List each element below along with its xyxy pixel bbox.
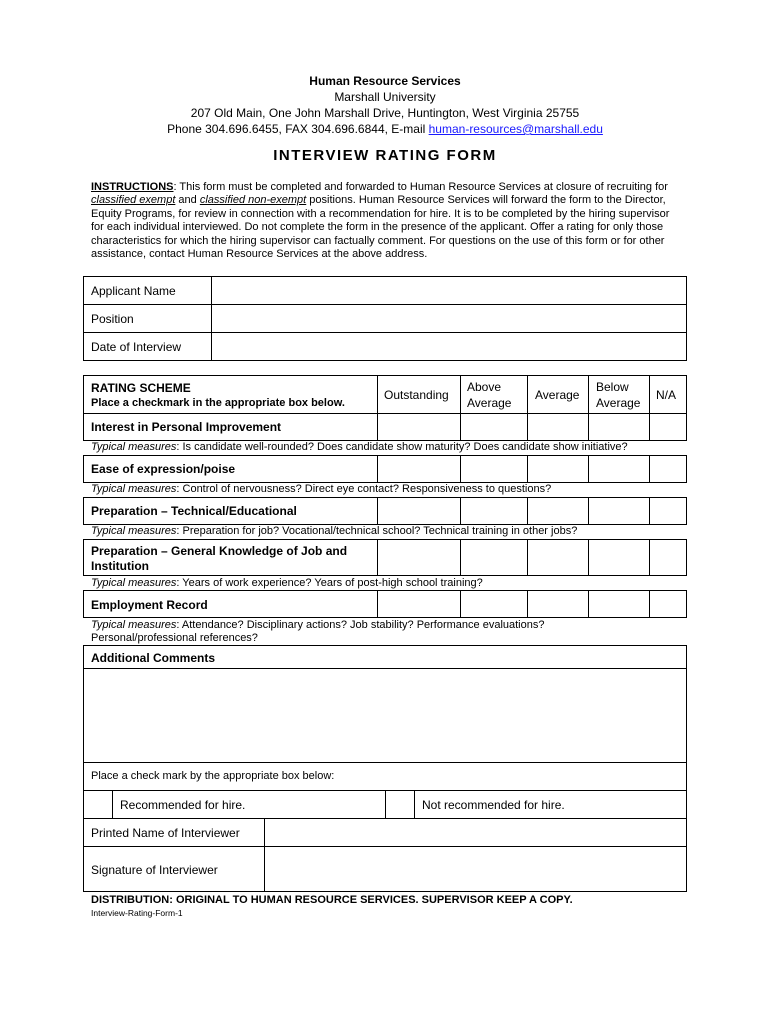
signature-field[interactable] xyxy=(266,848,685,891)
instructions-text: positions. Human Resource Services will forward the form to the Director, xyxy=(306,194,666,207)
measures-text: : Preparation for job? Vocational/technical school? Technical training in other jobs? xyxy=(176,525,578,537)
rating-checkbox-above-average[interactable] xyxy=(462,592,526,617)
criterion-measures xyxy=(91,619,544,631)
rating-checkbox-average[interactable] xyxy=(529,457,587,482)
divider xyxy=(83,332,687,333)
rating-checkbox-below-average[interactable] xyxy=(590,499,648,524)
recommended-label: Recommended for hire. xyxy=(120,798,246,812)
typical-measures-label: Typical measures xyxy=(91,577,177,589)
divider xyxy=(377,497,378,525)
divider xyxy=(83,818,687,819)
additional-comments-field[interactable] xyxy=(85,670,685,761)
divider xyxy=(588,375,589,414)
criterion-measures xyxy=(91,483,551,495)
applicant-name-field[interactable] xyxy=(213,278,685,303)
recommended-checkbox[interactable] xyxy=(85,792,111,817)
rating-checkbox-below-average[interactable] xyxy=(590,592,648,617)
org-name: Human Resource Services xyxy=(309,74,461,88)
divider xyxy=(460,375,461,414)
contact-text: Phone 304.696.6455, FAX 304.696.6844, E-mail xyxy=(167,122,429,136)
rating-scheme-title: RATING SCHEME xyxy=(91,381,191,395)
divider xyxy=(649,497,650,525)
criterion-title: Ease of expression/poise xyxy=(91,462,236,476)
divider xyxy=(527,497,528,525)
not-recommended-checkbox[interactable] xyxy=(387,792,413,817)
divider xyxy=(83,668,687,669)
divider xyxy=(588,497,589,525)
divider xyxy=(527,539,528,576)
divider xyxy=(649,413,650,441)
criterion-title-line1: Preparation – General Knowledge of Job and xyxy=(91,544,348,558)
rating-checkbox-above-average[interactable] xyxy=(462,415,526,440)
typical-measures-label: Typical measures xyxy=(91,525,177,537)
divider xyxy=(588,539,589,576)
rating-checkbox-average[interactable] xyxy=(529,415,587,440)
typical-measures-label: Typical measures xyxy=(91,483,177,495)
instructions-text: : This form must be completed and forwarded to Human Resource Services at closure of recruiting for xyxy=(173,181,668,193)
rating-checkbox-below-average[interactable] xyxy=(590,457,648,482)
rating-checkbox-above-average[interactable] xyxy=(462,457,526,482)
typical-measures-label: Typical measures xyxy=(91,441,177,453)
date-of-interview-label: Date of Interview xyxy=(91,340,182,354)
rating-checkbox-outstanding[interactable] xyxy=(379,592,459,617)
rating-checkbox-na[interactable] xyxy=(651,499,686,524)
printed-name-field[interactable] xyxy=(266,820,685,845)
measures-text: : Years of work experience? Years of post-high school training? xyxy=(176,577,483,589)
divider xyxy=(460,539,461,576)
additional-comments-title: Additional Comments xyxy=(91,651,216,665)
rating-checkbox-outstanding[interactable] xyxy=(379,457,459,482)
measures-text: : Is candidate well-rounded? Does candidate show maturity? Does candidate show initiative? xyxy=(176,441,628,453)
university-name: Marshall University xyxy=(334,90,436,104)
divider xyxy=(264,818,265,892)
instructions-text: for each individual interviewed. Do not complete the form in the presence of the applicant. Offer a rating for only those xyxy=(91,221,664,234)
measures-text: : Control of nervousness? Direct eye contact? Responsiveness to questions? xyxy=(176,483,552,495)
divider xyxy=(527,413,528,441)
applicant-name-label: Applicant Name xyxy=(91,284,176,298)
divider xyxy=(211,276,212,361)
classified-exempt-term: classified exempt xyxy=(91,194,176,207)
position-label: Position xyxy=(91,312,134,326)
rating-checkbox-na[interactable] xyxy=(651,541,686,575)
rating-checkbox-outstanding[interactable] xyxy=(379,499,459,524)
divider xyxy=(83,846,687,847)
measures-text: : Attendance? Disciplinary actions? Job stability? Performance evaluations? xyxy=(176,619,545,631)
divider xyxy=(649,590,650,618)
divider xyxy=(588,455,589,483)
column-above-average-line1: Above xyxy=(467,380,502,394)
rating-scheme-subtitle: Place a checkmark in the appropriate box below. xyxy=(91,397,345,409)
divider xyxy=(377,375,378,414)
check-mark-prompt: Place a check mark by the appropriate box below: xyxy=(91,770,335,782)
rating-checkbox-below-average[interactable] xyxy=(590,415,648,440)
divider xyxy=(527,590,528,618)
rating-checkbox-above-average[interactable] xyxy=(462,541,526,575)
rating-checkbox-above-average[interactable] xyxy=(462,499,526,524)
divider xyxy=(588,413,589,441)
column-outstanding: Outstanding xyxy=(384,388,449,402)
column-na: N/A xyxy=(656,388,677,402)
letterhead xyxy=(0,73,770,137)
divider xyxy=(649,539,650,576)
rating-checkbox-outstanding[interactable] xyxy=(379,541,459,575)
rating-checkbox-outstanding[interactable] xyxy=(379,415,459,440)
column-average: Average xyxy=(535,388,580,402)
criterion-measures-line2: Personal/professional references? xyxy=(91,632,258,644)
position-field[interactable] xyxy=(213,306,685,331)
divider xyxy=(377,539,378,576)
form-title: INTERVIEW RATING FORM xyxy=(273,147,497,164)
criterion-title: Interest in Personal Improvement xyxy=(91,420,282,434)
rating-checkbox-average[interactable] xyxy=(529,592,587,617)
divider xyxy=(377,413,378,441)
instructions-text: Equity Programs, for review in connection with a recommendation for hire. It is to be completed by the hiring supervisor xyxy=(91,207,670,220)
criterion-title-line2: Institution xyxy=(91,559,149,573)
divider xyxy=(83,304,687,305)
column-below-average-line2: Average xyxy=(596,396,641,410)
divider xyxy=(414,790,415,818)
divider xyxy=(83,762,687,763)
divider xyxy=(377,455,378,483)
instructions-label: INSTRUCTIONS xyxy=(91,181,174,193)
divider xyxy=(527,455,528,483)
printed-name-label: Printed Name of Interviewer xyxy=(91,826,240,840)
rating-checkbox-below-average[interactable] xyxy=(590,541,648,575)
divider xyxy=(460,497,461,525)
divider xyxy=(460,590,461,618)
divider xyxy=(460,455,461,483)
divider xyxy=(649,455,650,483)
instructions-text: assistance, contact Human Resource Services at the above address. xyxy=(91,248,428,261)
divider xyxy=(527,375,528,414)
rating-checkbox-na[interactable] xyxy=(651,457,686,482)
divider xyxy=(588,590,589,618)
divider xyxy=(385,790,386,818)
rating-checkbox-average[interactable] xyxy=(529,541,587,575)
signature-label: Signature of Interviewer xyxy=(91,863,218,877)
criterion-measures xyxy=(91,441,628,453)
email-link[interactable]: human-resources@marshall.edu xyxy=(428,122,603,136)
divider xyxy=(377,590,378,618)
criterion-measures xyxy=(91,577,483,589)
form-id: Interview-Rating-Form-1 xyxy=(91,908,183,918)
column-above-average-line2: Average xyxy=(467,396,512,410)
rating-checkbox-na[interactable] xyxy=(651,592,686,617)
date-of-interview-field[interactable] xyxy=(213,334,685,359)
address-line: 207 Old Main, One John Marshall Drive, Huntington, West Virginia 25755 xyxy=(190,106,580,120)
rating-checkbox-average[interactable] xyxy=(529,499,587,524)
instructions-text: characteristics for which the hiring supervisor can factually comment. For questions on the use of this form or for other xyxy=(91,234,665,247)
criterion-measures xyxy=(91,525,577,537)
criterion-title: Employment Record xyxy=(91,598,208,612)
rating-checkbox-na[interactable] xyxy=(651,415,686,440)
instructions xyxy=(91,181,691,261)
divider xyxy=(649,375,650,414)
criterion-title: Preparation – Technical/Educational xyxy=(91,504,297,518)
distribution-note: DISTRIBUTION: ORIGINAL TO HUMAN RESOURCE SERVICES. SUPERVISOR KEEP A COPY. xyxy=(91,894,573,906)
typical-measures-label: Typical measures xyxy=(91,619,177,631)
column-below-average-line1: Below xyxy=(596,380,629,394)
divider xyxy=(112,790,113,818)
contact-line xyxy=(0,121,770,137)
divider xyxy=(460,413,461,441)
instructions-text: and xyxy=(175,194,200,207)
not-recommended-label: Not recommended for hire. xyxy=(422,798,565,812)
classified-non-exempt-term: classified non-exempt xyxy=(199,194,307,207)
